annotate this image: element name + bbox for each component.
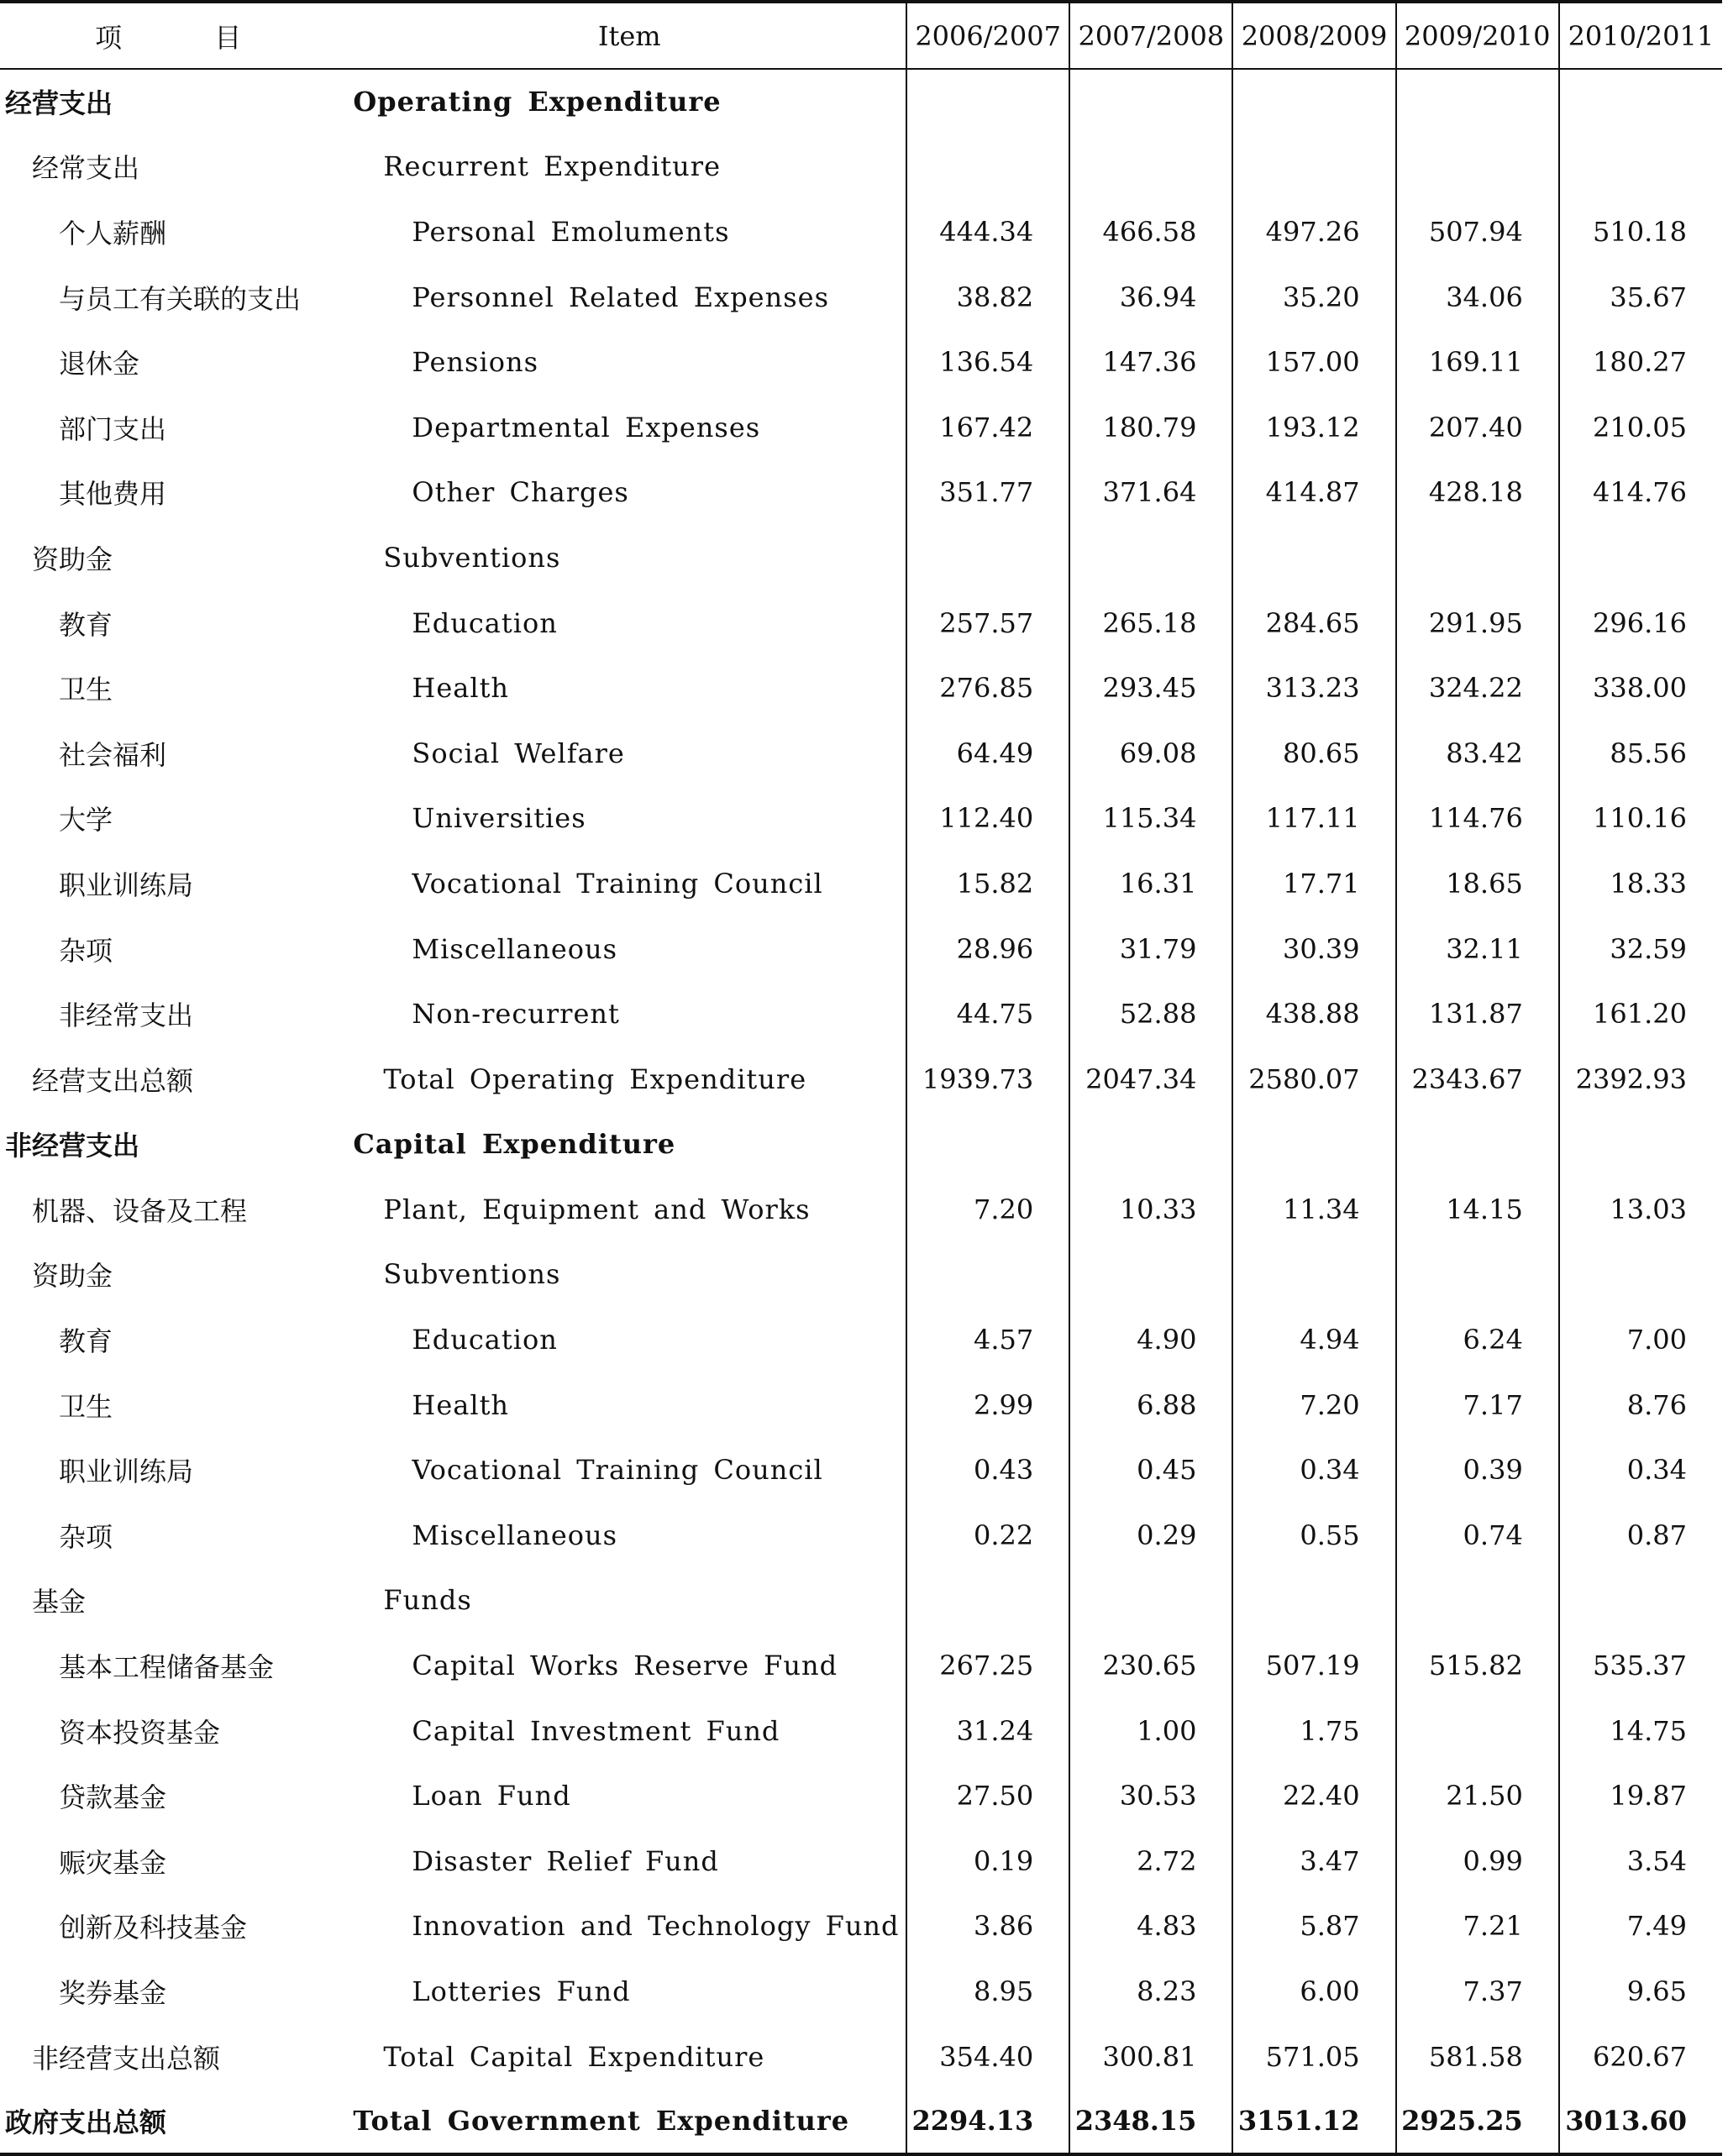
value-cell: 161.20 [1559, 981, 1722, 1047]
value-cell: 180.27 [1559, 329, 1722, 395]
value-cell: 11.34 [1232, 1177, 1395, 1242]
value-cell: 2392.93 [1559, 1047, 1722, 1112]
table-row [0, 1242, 1722, 1308]
row-label-en: Plant, Equipment and Works [383, 1193, 811, 1225]
value-cell: 19.87 [1559, 1763, 1722, 1828]
header-year: 2008/2009 [1232, 2, 1395, 69]
row-label-cn: 基金 [32, 1586, 87, 1618]
value-cell: 354.40 [906, 2024, 1069, 2090]
value-cell: 276.85 [906, 655, 1069, 721]
row-label-en: Pensions [412, 346, 538, 379]
value-cell: 291.95 [1396, 590, 1559, 656]
value-cell: 507.19 [1232, 1633, 1395, 1698]
value-cell: 296.16 [1559, 590, 1722, 656]
value-cell: 207.40 [1396, 395, 1559, 460]
value-cell: 30.53 [1069, 1763, 1232, 1828]
table-row [0, 460, 1722, 526]
value-cell: 2343.67 [1396, 1047, 1559, 1112]
row-label-cn: 创新及科技基金 [59, 1912, 248, 1944]
row-label-cn: 经营支出 [5, 87, 113, 120]
table-row [0, 265, 1722, 330]
table-row [0, 1307, 1722, 1372]
value-cell [1232, 1112, 1395, 1178]
value-cell: 4.94 [1232, 1307, 1395, 1372]
row-label-en: Total Government Expenditure [353, 2089, 906, 2154]
value-cell: 18.65 [1396, 851, 1559, 916]
table-row [0, 69, 1722, 134]
value-cell: 1.75 [1232, 1698, 1395, 1764]
table-header [0, 2, 1722, 69]
table-row [0, 1828, 1722, 1894]
value-cell: 265.18 [1069, 590, 1232, 656]
row-label-en: Universities [412, 802, 586, 835]
row-label-cn: 经常支出 [32, 152, 140, 185]
value-cell: 7.37 [1396, 1959, 1559, 2024]
value-cell: 22.40 [1232, 1763, 1395, 1828]
value-cell [1559, 1568, 1722, 1634]
value-cell: 0.45 [1069, 1437, 1232, 1503]
value-cell: 15.82 [906, 851, 1069, 916]
table-row [0, 916, 1722, 982]
value-cell: 117.11 [1232, 786, 1395, 852]
value-cell: 338.00 [1559, 655, 1722, 721]
value-cell [1396, 1112, 1559, 1178]
value-cell: 27.50 [906, 1763, 1069, 1828]
value-cell: 8.76 [1559, 1372, 1722, 1438]
table-row [0, 329, 1722, 395]
value-cell: 157.00 [1232, 329, 1395, 395]
value-cell: 444.34 [906, 199, 1069, 265]
value-cell: 1.00 [1069, 1698, 1232, 1764]
value-cell: 0.39 [1396, 1437, 1559, 1503]
value-cell: 2047.34 [1069, 1047, 1232, 1112]
value-cell: 0.19 [906, 1828, 1069, 1894]
value-cell: 414.76 [1559, 460, 1722, 526]
row-label-en: Education [412, 1324, 558, 1356]
row-label-en: Capital Expenditure [353, 1128, 676, 1161]
value-cell [906, 1242, 1069, 1308]
value-cell: 8.23 [1069, 1959, 1232, 2024]
value-cell: 147.36 [1069, 329, 1232, 395]
value-cell: 18.33 [1559, 851, 1722, 916]
value-cell: 30.39 [1232, 916, 1395, 982]
value-cell: 193.12 [1232, 395, 1395, 460]
value-cell: 510.18 [1559, 199, 1722, 265]
header-item-en: Item [353, 2, 906, 69]
value-cell [1232, 525, 1395, 590]
row-label-en: Subventions [383, 541, 561, 574]
row-label-cn: 资本投资基金 [59, 1716, 221, 1749]
value-cell: 32.11 [1396, 916, 1559, 982]
value-cell: 3.86 [906, 1894, 1069, 1959]
value-cell: 293.45 [1069, 655, 1232, 721]
table-row [0, 1177, 1722, 1242]
table-row [0, 134, 1722, 200]
value-cell [906, 69, 1069, 134]
table-row [0, 655, 1722, 721]
value-cell: 180.79 [1069, 395, 1232, 460]
row-label-en: Social Welfare [412, 737, 625, 769]
value-cell [1396, 1698, 1559, 1764]
table-row [0, 2089, 1722, 2154]
row-label-cn: 经营支出总额 [32, 1064, 194, 1097]
value-cell: 620.67 [1559, 2024, 1722, 2090]
value-cell: 4.90 [1069, 1307, 1232, 1372]
value-cell: 21.50 [1396, 1763, 1559, 1828]
value-cell: 0.34 [1232, 1437, 1395, 1503]
value-cell: 571.05 [1232, 2024, 1395, 2090]
row-label-en: Capital Works Reserve Fund [412, 1650, 838, 1682]
value-cell: 0.34 [1559, 1437, 1722, 1503]
row-label-cn: 其他费用 [59, 478, 167, 511]
row-label-cn: 非经营支出总额 [32, 2042, 221, 2075]
value-cell [1559, 1242, 1722, 1308]
table-row [0, 981, 1722, 1047]
row-label-en: Funds [383, 1584, 472, 1617]
header-row [0, 2, 1722, 69]
table-row [0, 1763, 1722, 1828]
row-label-cn: 杂项 [59, 1520, 113, 1553]
value-cell: 7.21 [1396, 1894, 1559, 1959]
value-cell [1232, 134, 1395, 200]
value-cell: 414.87 [1232, 460, 1395, 526]
value-cell: 6.88 [1069, 1372, 1232, 1438]
row-label-cn: 与员工有关联的支出 [59, 282, 302, 315]
row-label-en: Total Capital Expenditure [383, 2040, 765, 2073]
row-label-cn: 杂项 [59, 934, 113, 967]
value-cell: 17.71 [1232, 851, 1395, 916]
row-label-cn: 资助金 [32, 543, 113, 575]
value-cell [906, 525, 1069, 590]
row-label-en: Operating Expenditure [353, 86, 722, 118]
row-label-en: Personal Emoluments [412, 215, 730, 248]
value-cell: 3.54 [1559, 1828, 1722, 1894]
table-row [0, 590, 1722, 656]
value-cell [1559, 134, 1722, 200]
row-label-cn: 社会福利 [59, 738, 167, 771]
value-cell: 1939.73 [906, 1047, 1069, 1112]
value-cell: 112.40 [906, 786, 1069, 852]
value-cell [1396, 1568, 1559, 1634]
value-cell: 169.11 [1396, 329, 1559, 395]
value-cell: 210.05 [1559, 395, 1722, 460]
value-cell: 69.08 [1069, 721, 1232, 786]
row-label-cn: 贷款基金 [59, 1781, 167, 1814]
row-label-cn: 卫生 [59, 674, 113, 706]
value-cell [906, 1112, 1069, 1178]
header-year: 2006/2007 [906, 2, 1069, 69]
value-cell: 9.65 [1559, 1959, 1722, 2024]
value-cell: 8.95 [906, 1959, 1069, 2024]
value-cell: 32.59 [1559, 916, 1722, 982]
row-label-cn: 教育 [59, 1325, 113, 1358]
header-year: 2009/2010 [1396, 2, 1559, 69]
value-cell: 7.00 [1559, 1307, 1722, 1372]
value-cell: 85.56 [1559, 721, 1722, 786]
value-cell: 114.76 [1396, 786, 1559, 852]
table-row [0, 1698, 1722, 1764]
value-cell: 2348.15 [1069, 2089, 1232, 2154]
row-label-en: Recurrent Expenditure [383, 150, 721, 183]
row-label-cn: 非经常支出 [59, 999, 194, 1032]
row-label-en: Loan Fund [412, 1780, 571, 1812]
value-cell [906, 1568, 1069, 1634]
value-cell [1559, 69, 1722, 134]
row-label-cn: 个人薪酬 [59, 217, 167, 249]
value-cell [1396, 69, 1559, 134]
value-cell: 167.42 [906, 395, 1069, 460]
value-cell: 136.54 [906, 329, 1069, 395]
row-label-en: Subventions [383, 1258, 561, 1291]
row-label-cn: 机器、设备及工程 [32, 1194, 248, 1227]
value-cell: 10.33 [1069, 1177, 1232, 1242]
table-row [0, 199, 1722, 265]
value-cell: 313.23 [1232, 655, 1395, 721]
value-cell [1069, 1112, 1232, 1178]
value-cell: 7.49 [1559, 1894, 1722, 1959]
table-row [0, 786, 1722, 852]
value-cell: 2.72 [1069, 1828, 1232, 1894]
table-row [0, 1568, 1722, 1634]
row-label-cn: 部门支出 [59, 412, 167, 445]
table-row [0, 1047, 1722, 1112]
row-label-en: Capital Investment Fund [412, 1714, 780, 1747]
header-year: 2007/2008 [1069, 2, 1232, 69]
table-row [0, 2024, 1722, 2090]
row-label-en: Departmental Expenses [412, 411, 761, 443]
value-cell: 35.20 [1232, 265, 1395, 330]
value-cell [1232, 1242, 1395, 1308]
row-label-en: Vocational Training Council [412, 867, 823, 900]
header-year: 2010/2011 [1559, 2, 1722, 69]
row-label-en: Miscellaneous [412, 932, 618, 965]
value-cell: 351.77 [906, 460, 1069, 526]
value-cell: 0.43 [906, 1437, 1069, 1503]
value-cell: 0.29 [1069, 1503, 1232, 1568]
value-cell [1396, 525, 1559, 590]
table-row [0, 1633, 1722, 1698]
value-cell: 14.75 [1559, 1698, 1722, 1764]
value-cell: 6.00 [1232, 1959, 1395, 2024]
value-cell: 0.55 [1232, 1503, 1395, 1568]
row-label-en: Vocational Training Council [412, 1454, 823, 1487]
table-body [0, 69, 1722, 2154]
row-label-en: Total Operating Expenditure [383, 1062, 807, 1095]
value-cell: 515.82 [1396, 1633, 1559, 1698]
value-cell: 5.87 [1232, 1894, 1395, 1959]
value-cell: 4.57 [906, 1307, 1069, 1372]
row-label-en: Disaster Relief Fund [412, 1844, 719, 1877]
value-cell: 466.58 [1069, 199, 1232, 265]
value-cell: 300.81 [1069, 2024, 1232, 2090]
value-cell: 35.67 [1559, 265, 1722, 330]
row-label-en: Other Charges [412, 476, 629, 509]
value-cell [1396, 1242, 1559, 1308]
table-row [0, 1437, 1722, 1503]
value-cell: 7.20 [906, 1177, 1069, 1242]
row-label-en: Personnel Related Expenses [412, 281, 829, 313]
row-label-en: Health [412, 672, 510, 705]
value-cell [1396, 134, 1559, 200]
value-cell: 31.24 [906, 1698, 1069, 1764]
value-cell: 507.94 [1396, 199, 1559, 265]
value-cell: 64.49 [906, 721, 1069, 786]
value-cell [1069, 1568, 1232, 1634]
value-cell: 44.75 [906, 981, 1069, 1047]
value-cell: 535.37 [1559, 1633, 1722, 1698]
value-cell: 267.25 [906, 1633, 1069, 1698]
value-cell: 3151.12 [1232, 2089, 1395, 2154]
table-row [0, 851, 1722, 916]
value-cell: 438.88 [1232, 981, 1395, 1047]
value-cell: 7.20 [1232, 1372, 1395, 1438]
value-cell: 428.18 [1396, 460, 1559, 526]
value-cell: 83.42 [1396, 721, 1559, 786]
value-cell: 2925.25 [1396, 2089, 1559, 2154]
value-cell: 371.64 [1069, 460, 1232, 526]
value-cell [1069, 1242, 1232, 1308]
value-cell: 38.82 [906, 265, 1069, 330]
value-cell [1559, 1112, 1722, 1178]
value-cell: 13.03 [1559, 1177, 1722, 1242]
value-cell: 497.26 [1232, 199, 1395, 265]
value-cell: 14.15 [1396, 1177, 1559, 1242]
value-cell: 34.06 [1396, 265, 1559, 330]
row-label-cn: 退休金 [59, 348, 140, 380]
value-cell [1069, 69, 1232, 134]
row-label-cn: 职业训练局 [59, 868, 194, 901]
row-label-cn: 资助金 [32, 1260, 113, 1293]
value-cell: 0.74 [1396, 1503, 1559, 1568]
table-row [0, 1372, 1722, 1438]
value-cell: 257.57 [906, 590, 1069, 656]
value-cell: 36.94 [1069, 265, 1232, 330]
header-item-cn: 项 目 [0, 2, 353, 69]
row-label-en: Miscellaneous [412, 1519, 618, 1551]
value-cell: 0.99 [1396, 1828, 1559, 1894]
value-cell: 324.22 [1396, 655, 1559, 721]
value-cell: 80.65 [1232, 721, 1395, 786]
table-row [0, 1894, 1722, 1959]
row-label-cn: 职业训练局 [59, 1456, 194, 1488]
value-cell: 0.87 [1559, 1503, 1722, 1568]
value-cell: 4.83 [1069, 1894, 1232, 1959]
value-cell: 3013.60 [1559, 2089, 1722, 2154]
value-cell: 110.16 [1559, 786, 1722, 852]
value-cell: 2580.07 [1232, 1047, 1395, 1112]
value-cell: 28.96 [906, 916, 1069, 982]
value-cell: 3.47 [1232, 1828, 1395, 1894]
table-row [0, 1959, 1722, 2024]
row-label-cn: 卫生 [59, 1390, 113, 1423]
table-row [0, 395, 1722, 460]
value-cell [1069, 134, 1232, 200]
table-row [0, 721, 1722, 786]
row-label-cn: 大学 [59, 804, 113, 837]
table-row [0, 525, 1722, 590]
value-cell: 52.88 [1069, 981, 1232, 1047]
value-cell: 16.31 [1069, 851, 1232, 916]
row-label-en: Lotteries Fund [412, 1975, 631, 2008]
value-cell: 0.22 [906, 1503, 1069, 1568]
row-label-en: Education [412, 606, 558, 639]
row-label-cn: 基本工程储备基金 [59, 1651, 275, 1684]
value-cell [1069, 525, 1232, 590]
row-label-en: Innovation and Technology Fund [412, 1910, 900, 1943]
value-cell: 6.24 [1396, 1307, 1559, 1372]
row-label-en: Health [412, 1388, 510, 1421]
row-label-cn: 教育 [59, 608, 113, 641]
value-cell: 31.79 [1069, 916, 1232, 982]
value-cell: 2.99 [906, 1372, 1069, 1438]
row-label-cn: 赈灾基金 [59, 1846, 167, 1879]
value-cell: 284.65 [1232, 590, 1395, 656]
value-cell: 230.65 [1069, 1633, 1232, 1698]
value-cell: 581.58 [1396, 2024, 1559, 2090]
value-cell: 2294.13 [906, 2089, 1069, 2154]
value-cell: 131.87 [1396, 981, 1559, 1047]
row-label-cn: 奖券基金 [59, 1977, 167, 2010]
value-cell: 7.17 [1396, 1372, 1559, 1438]
row-label-cn: 非经营支出 [5, 1130, 140, 1162]
row-label-cn: 政府支出总额 [0, 2089, 353, 2154]
table-row [0, 1112, 1722, 1178]
value-cell [1559, 525, 1722, 590]
value-cell: 115.34 [1069, 786, 1232, 852]
row-label-en: Non-recurrent [412, 998, 620, 1031]
table-row [0, 1503, 1722, 1568]
value-cell [1232, 1568, 1395, 1634]
value-cell [906, 134, 1069, 200]
value-cell [1232, 69, 1395, 134]
